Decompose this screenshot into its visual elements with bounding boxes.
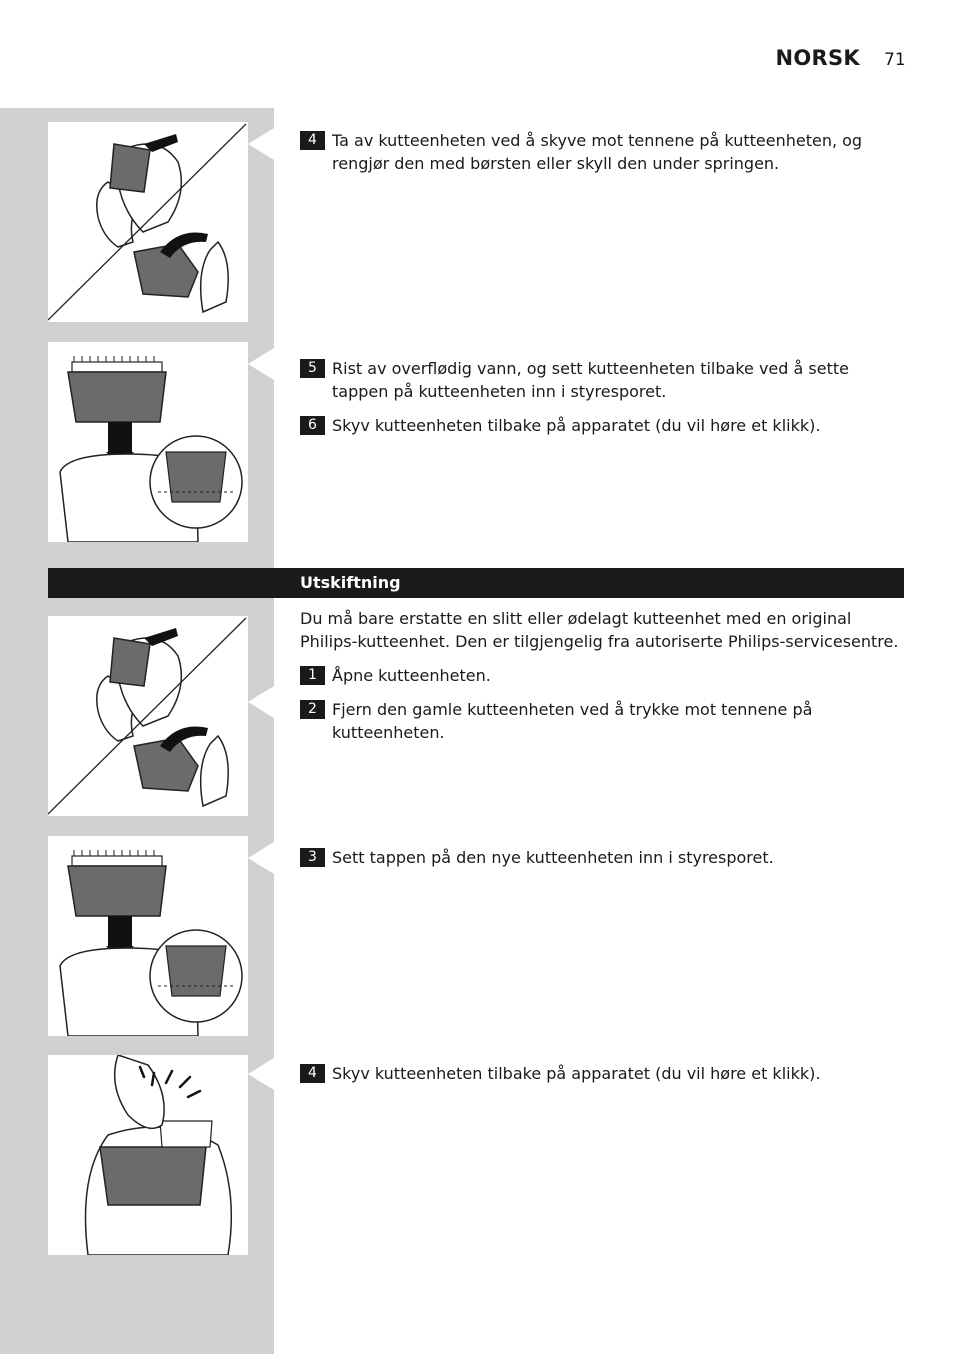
section-intro: Du må bare erstatte en slitt eller ødelagt kutteenhet med en original Philips-kutteenhet. Den er tilgjengelig fra autoriserte Philips-servicesentre. — [300, 609, 899, 651]
step-text: Sett tappen på den nye kutteenheten inn i styresporet. — [332, 848, 774, 867]
step-text: Skyv kutteenheten tilbake på apparatet (du vil høre et klikk). — [332, 1064, 821, 1083]
illustration-pointer — [248, 1058, 274, 1090]
step-number: 1 — [300, 666, 325, 685]
step-number: 3 — [300, 848, 325, 867]
step-text: Fjern den gamle kutteenheten ved å trykke mot tennene på kutteenheten. — [332, 700, 813, 742]
section-header — [48, 568, 904, 598]
step-number: 6 — [300, 416, 325, 435]
header-language: NORSK — [775, 46, 860, 70]
illustration-pointer — [248, 842, 274, 874]
illustration-pointer — [248, 128, 274, 160]
step-text: Åpne kutteenheten. — [332, 666, 491, 685]
step-item — [300, 846, 900, 869]
step-number: 5 — [300, 359, 325, 378]
illustration-pointer — [248, 348, 274, 380]
step-item — [300, 129, 900, 175]
step-item — [300, 357, 900, 403]
page-number: 71 — [884, 50, 906, 70]
step-item — [300, 414, 900, 437]
step-text: Ta av kutteenheten ved å skyve mot tennene på kutteenheten, og rengjør den med børsten eller skyll den under springen. — [332, 131, 863, 173]
step-item — [300, 698, 900, 744]
insert-cutter-illustration — [48, 836, 248, 1036]
step-item — [300, 1062, 900, 1085]
remove-cutter-illustration — [48, 122, 248, 322]
insert-cutter-illustration — [48, 342, 248, 542]
step-text: Skyv kutteenheten tilbake på apparatet (du vil høre et klikk). — [332, 416, 821, 435]
section-title: Utskiftning — [300, 573, 401, 592]
step-text: Rist av overflødig vann, og sett kutteenheten tilbake ved å sette tappen på kutteenheten inn i styresporet. — [332, 359, 849, 401]
remove-cutter-illustration — [48, 616, 248, 816]
push-cutter-click-illustration — [48, 1055, 248, 1255]
illustration-pointer — [248, 686, 274, 718]
step-number: 4 — [300, 131, 325, 150]
step-number: 4 — [300, 1064, 325, 1083]
step-number: 2 — [300, 700, 325, 719]
step-item — [300, 664, 900, 687]
